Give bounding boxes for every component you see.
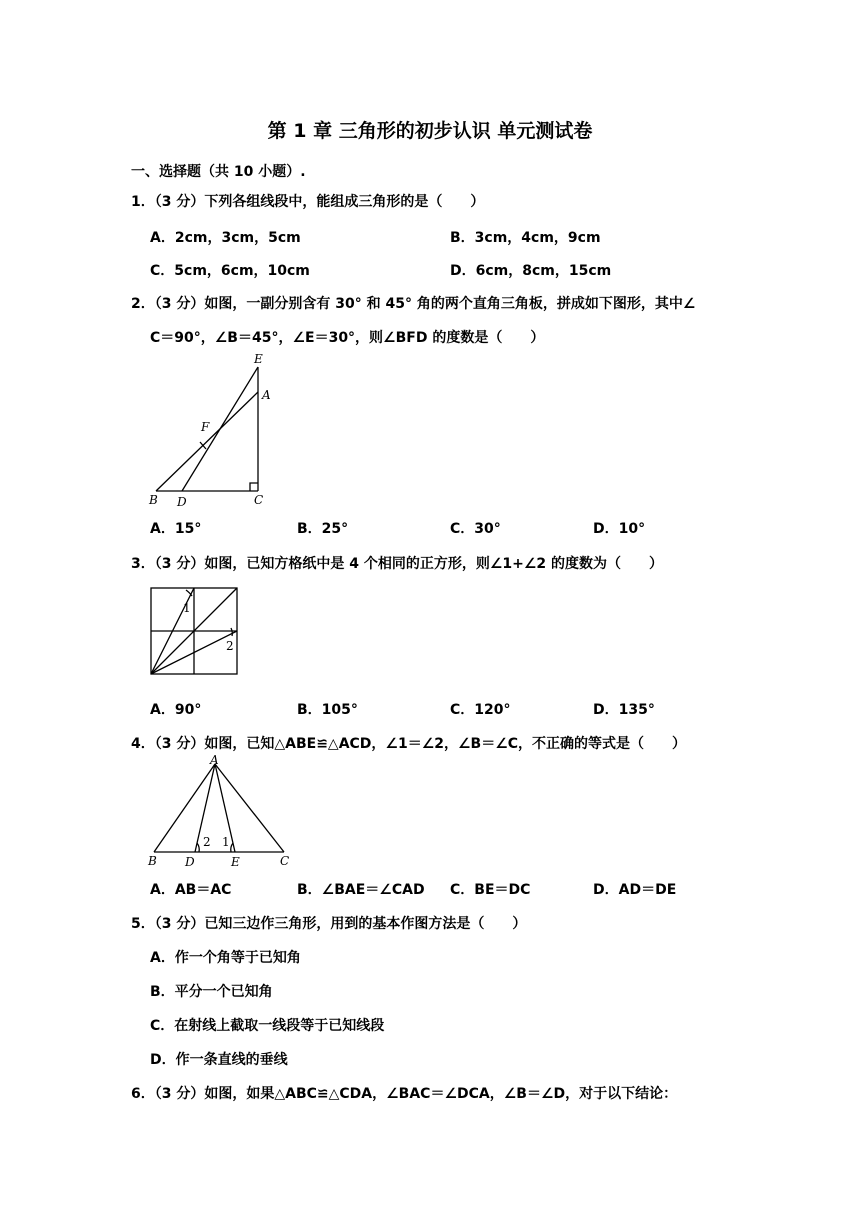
question-6-stem: 6．（3 分）如图，如果△ABC≌△CDA，∠BAC＝∠DCA，∠B＝∠D，对于以下结论： xyxy=(131,1086,678,1102)
question-2-stem-line1: 2．（3 分）如图，一副分别含有 30° 和 45° 角的两个直角三角板，拼成如下图形，其中∠ xyxy=(131,296,696,312)
arc-2 xyxy=(231,628,232,636)
section-heading: 一、选择题（共 10 小题）. xyxy=(131,164,306,180)
arc-2 xyxy=(197,843,199,852)
angle-label-2: 2 xyxy=(226,639,234,653)
q2-option-a: A．15° xyxy=(150,521,202,537)
q3-option-d: D．135° xyxy=(593,702,655,718)
label-e: E xyxy=(254,352,263,366)
question-3-stem: 3．（3 分）如图，已知方格纸中是 4 个相同的正方形，则∠1+∠2 的度数为（ ） xyxy=(131,556,664,572)
q4-option-d: D．AD＝DE xyxy=(593,882,677,898)
q4-option-a: A．AB＝AC xyxy=(150,882,232,898)
question-2-stem-line2: C＝90°，∠B＝45°，∠E＝30°，则∠BFD 的度数是（ ） xyxy=(150,330,545,346)
q5-option-b: B．平分一个已知角 xyxy=(150,984,273,1000)
q5-option-a: A．作一个角等于已知角 xyxy=(150,950,301,966)
arc-1 xyxy=(231,843,233,852)
q3-option-b: B．105° xyxy=(297,702,358,718)
question-5-stem: 5．（3 分）已知三边作三角形，用到的基本作图方法是（ ） xyxy=(131,916,527,932)
label-c: C xyxy=(280,854,290,868)
q3-option-c: C．120° xyxy=(450,702,511,718)
segment-de xyxy=(182,367,258,491)
angle-label-1: 1 xyxy=(183,601,191,615)
q1-option-d: D．6cm，8cm，15cm xyxy=(450,263,612,279)
q2-option-b: B．25° xyxy=(297,521,349,537)
q2-option-c: C．30° xyxy=(450,521,501,537)
label-b: B xyxy=(149,493,158,507)
q4-option-b: B．∠BAE＝∠CAD xyxy=(297,882,425,898)
q1-option-b: B．3cm，4cm，9cm xyxy=(450,230,601,246)
q3-figure xyxy=(145,582,245,682)
label-d: D xyxy=(185,855,195,869)
label-f: F xyxy=(201,420,210,434)
q5-option-c: C．在射线上截取一线段等于已知线段 xyxy=(150,1018,385,1034)
q5-option-d: D．作一条直线的垂线 xyxy=(150,1052,288,1068)
question-4-stem: 4．（3 分）如图，已知△ABE≌△ACD，∠1＝∠2，∠B＝∠C，不正确的等式是（ ） xyxy=(131,736,687,752)
question-1-stem: 1．（3 分）下列各组线段中，能组成三角形的是（ ） xyxy=(131,194,485,210)
q1-option-c: C．5cm，6cm，10cm xyxy=(150,263,310,279)
q4-figure xyxy=(140,755,295,870)
right-angle-mark xyxy=(250,483,258,491)
angle-label-1: 1 xyxy=(222,835,230,849)
angle-label-2: 2 xyxy=(203,835,211,849)
label-c: C xyxy=(254,493,264,507)
label-e: E xyxy=(231,855,240,869)
q3-option-a: A．90° xyxy=(150,702,202,718)
segment-ba xyxy=(156,392,258,491)
q2-figure xyxy=(140,350,290,515)
q2-option-d: D．10° xyxy=(593,521,646,537)
label-d: D xyxy=(177,495,187,509)
page-title: 第 1 章 三角形的初步认识 单元测试卷 xyxy=(267,120,593,142)
label-a: A xyxy=(210,755,219,767)
label-b: B xyxy=(148,854,157,868)
q1-option-a: A．2cm，3cm，5cm xyxy=(150,230,301,246)
q4-option-c: C．BE＝DC xyxy=(450,882,531,898)
label-a: A xyxy=(262,388,271,402)
